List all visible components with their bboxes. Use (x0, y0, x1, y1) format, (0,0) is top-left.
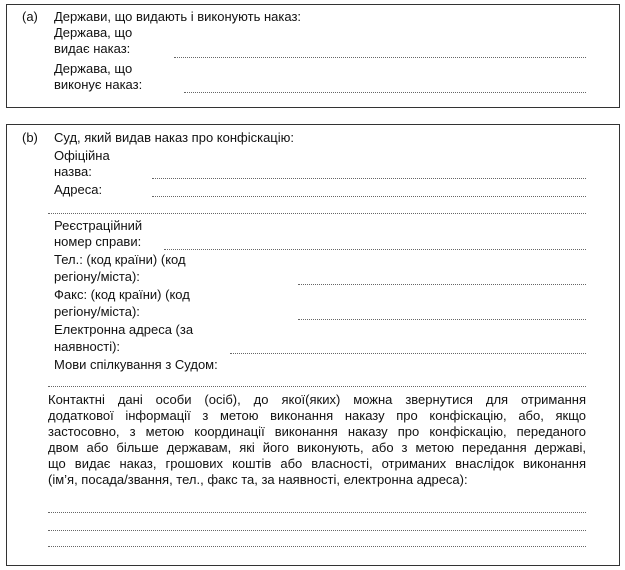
contact-paragraph-line: (ім’я, посада/звання, тел., факс та, за наявності, електронна адреса): (48, 472, 468, 487)
contact-paragraph-line: додаткової інформації з метою виконання наказу про конфіскацію, або, якщо (48, 408, 586, 423)
official-name-label-line2: назва: (54, 164, 92, 179)
contact-paragraph-line: що видає наказ, грошових коштів або власності, отриманих внаслідок виконання (48, 456, 586, 471)
contact-paragraph-line: Контактні дані особи (осіб), до якої(яких) можна звернутися для отримання (48, 392, 586, 407)
tel-field[interactable] (298, 284, 586, 285)
contact-info-field-line2[interactable] (48, 530, 586, 531)
contact-info-field-line1[interactable] (48, 512, 586, 513)
fax-label-line1: Факс: (код країни) (код (54, 287, 190, 302)
executing-state-field[interactable] (184, 92, 586, 93)
section-a-heading: Держави, що видають і виконують наказ: (54, 9, 302, 24)
contact-paragraph-line: двом або більше державам, які його виконують, або з метою передання державі, (48, 440, 586, 455)
section-b-marker: (b) (22, 130, 38, 145)
case-number-label-line1: Реєстраційний (54, 218, 143, 233)
address-field-line1[interactable] (152, 196, 586, 197)
fax-field[interactable] (298, 319, 586, 320)
tel-label-line2: регіону/міста): (54, 269, 140, 284)
official-name-label-line1: Офіційна (54, 148, 110, 163)
fax-label-line2: регіону/міста): (54, 304, 140, 319)
section-b-heading: Суд, який видав наказ про конфіскацію: (54, 130, 295, 145)
languages-field[interactable] (48, 386, 586, 387)
official-name-field[interactable] (152, 178, 586, 179)
issuing-state-label-line1: Держава, що (54, 25, 133, 40)
executing-state-label-line2: виконує наказ: (54, 77, 143, 92)
email-label-line1: Електронна адреса (за (54, 322, 194, 337)
email-label-line2: наявності): (54, 339, 121, 354)
email-field[interactable] (230, 353, 586, 354)
issuing-state-field[interactable] (174, 57, 586, 58)
languages-label: Мови спілкування з Судом: (54, 357, 218, 372)
section-a-marker: (a) (22, 9, 38, 24)
issuing-state-label-line2: видає наказ: (54, 41, 131, 56)
tel-label-line1: Тел.: (код країни) (код (54, 252, 186, 267)
executing-state-label-line1: Держава, що (54, 61, 133, 76)
contact-info-field-line3[interactable] (48, 546, 586, 547)
contact-paragraph-line: застосовно, з метою координації виконання наказу про конфіскацію, переданого (48, 424, 586, 439)
address-label: Адреса: (54, 182, 103, 197)
case-number-label-line2: номер справи: (54, 234, 142, 249)
contact-info-paragraph (48, 392, 586, 488)
address-field-line2[interactable] (48, 213, 586, 214)
case-number-field[interactable] (164, 249, 586, 250)
